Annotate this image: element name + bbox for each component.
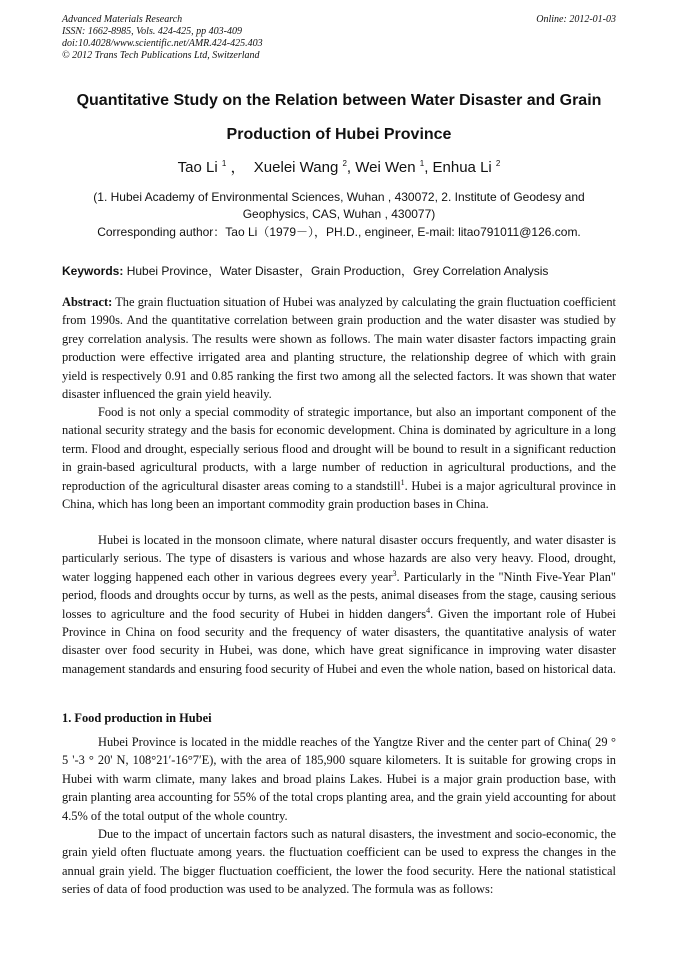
abstract-label: Abstract: <box>62 295 113 309</box>
keywords-label: Keywords: <box>62 264 124 278</box>
paragraph-text: . Hubei is a major agricultural province in China, which has long been an important commodity grain production bases in China. <box>62 478 616 512</box>
corresponding-author: Corresponding author：Tao Li（1979－），PH.D., engineer, E-mail: litao791011@126.com. <box>97 225 581 239</box>
paragraph-text: Hubei is located in the monsoon climate, where natural disaster occurs frequently, and water disaster is particularly serious. The type of disasters is various and whose hazards are also very heavy. Flood, drought, water logging happened each other in various degrees every year <box>62 533 616 584</box>
section-heading: 1. Food production in Hubei <box>62 711 212 725</box>
author-affiliation-mark: 1 <box>419 159 425 168</box>
journal-issn: ISSN: 1662-8985, Vols. 424-425, pp 403-409 <box>62 26 242 37</box>
citation-mark: 1 <box>400 477 405 487</box>
paragraph-text: . Particularly in the "Ninth Five-Year Plan" period, floods and droughts occur by turns, as well as the pests, animal diseases from the stage, causing serious losses to agriculture and the food security of Hubei in hidden dangers <box>62 569 616 621</box>
author-name: Tao Li <box>177 159 218 176</box>
journal-header <box>62 14 263 62</box>
author-name: Xuelei Wang <box>253 159 339 176</box>
author-name: , Enhua Li <box>424 159 492 176</box>
citation-mark: 4 <box>426 605 431 615</box>
affiliation-line1: (1. Hubei Academy of Environmental Sciences, Wuhan , 430072, 2. Institute of Geodesy and <box>93 190 585 204</box>
affiliation-line2: Geophysics, CAS, Wuhan , 430077) <box>242 207 436 221</box>
body-paragraph-4 <box>62 825 616 899</box>
journal-name: Advanced Materials Research <box>62 14 183 25</box>
journal-doi: doi:10.4028/www.scientific.net/AMR.424-425.403 <box>62 38 263 49</box>
paper-title-line1: Quantitative Study on the Relation between Water Disaster and Grain <box>76 92 602 109</box>
online-date: Online: 2012-01-03 <box>536 14 616 25</box>
paragraph-text: . Given the important role of Hubei Province in China on food security and the frequency of water disasters, the quantitative analysis of water disaster over food security in Hubei, was done, which have great significance in improving water disaster management standards and ensuring food security of Hubei and even the whole nation, based on historical data. <box>62 606 616 676</box>
paragraph-text: Due to the impact of uncertain factors such as natural disasters, the investment and socio-economic, the grain yield often fluctuate among years. the fluctuation coefficient can be used to express the changes in the annual grain yield. The bigger fluctuation coefficient, the lower the food security. Here the national statistical series of data of food production was used to be analyzed. The formula was as follows: <box>62 827 616 897</box>
author-separator: ， <box>226 159 246 176</box>
author-affiliation-mark: 2 <box>495 159 501 168</box>
author-name: , Wei Wen <box>346 159 416 176</box>
body-paragraph-2 <box>62 531 616 678</box>
citation-mark: 3 <box>392 568 397 578</box>
journal-copyright: © 2012 Trans Tech Publications Ltd, Switzerland <box>62 50 260 61</box>
author-affiliation-mark: 2 <box>342 159 347 168</box>
body-paragraph-1 <box>62 403 616 513</box>
paragraph-text: Hubei Province is located in the middle reaches of the Yangtze River and the center part of China( 29 ° 5 '-3 ° 20' N, 108°21′-16°7′E), with the area of 185,900 square kilometers. It is suitable for growing crops in Hubei with warm climate, many lakes and broad plains Lakes. Hubei is a major grain production base, with grain planting area accounting for 55% of the total crops planting area, and the grain yield accounting for about 4.5% of the total output of the whole country. <box>62 735 616 823</box>
author-list <box>62 156 616 177</box>
author-affiliation-mark: 1 <box>221 159 227 168</box>
body-paragraph-3 <box>62 733 616 825</box>
abstract-text: The grain fluctuation situation of Hubei was analyzed by calculating the grain fluctuation coefficient from 1990s. And the quantitative correlation between grain production and the water disaster was studied by grey correlation analysis. The results were shown as follows. The main water disaster factors impacting grain production were effective irrigated area and planting structure, the relationship degree of which with grain yield is respectively 0.91 and 0.85 ranking the first two among all the selected factors. It was shown that water disaster influenced the grain yield heavily. <box>62 295 616 402</box>
keywords-list: Hubei Province，Water Disaster，Grain Production，Grey Correlation Analysis <box>123 264 549 278</box>
abstract <box>62 293 616 403</box>
paragraph-text: Food is not only a special commodity of strategic importance, but also an important component of the national security strategy and the basis for economic development. China is dominated by agriculture in a long term. Flood and drought, especially serious flood and drought will be bound to result in a significant reduction in grain-based agricultural products, with a large number of reduction in agricultural productions, and the reproduction of the agricultural disaster areas coming to a standstill <box>62 405 616 493</box>
keywords <box>62 262 616 279</box>
paper-title-line2: Production of Hubei Province <box>226 126 452 143</box>
